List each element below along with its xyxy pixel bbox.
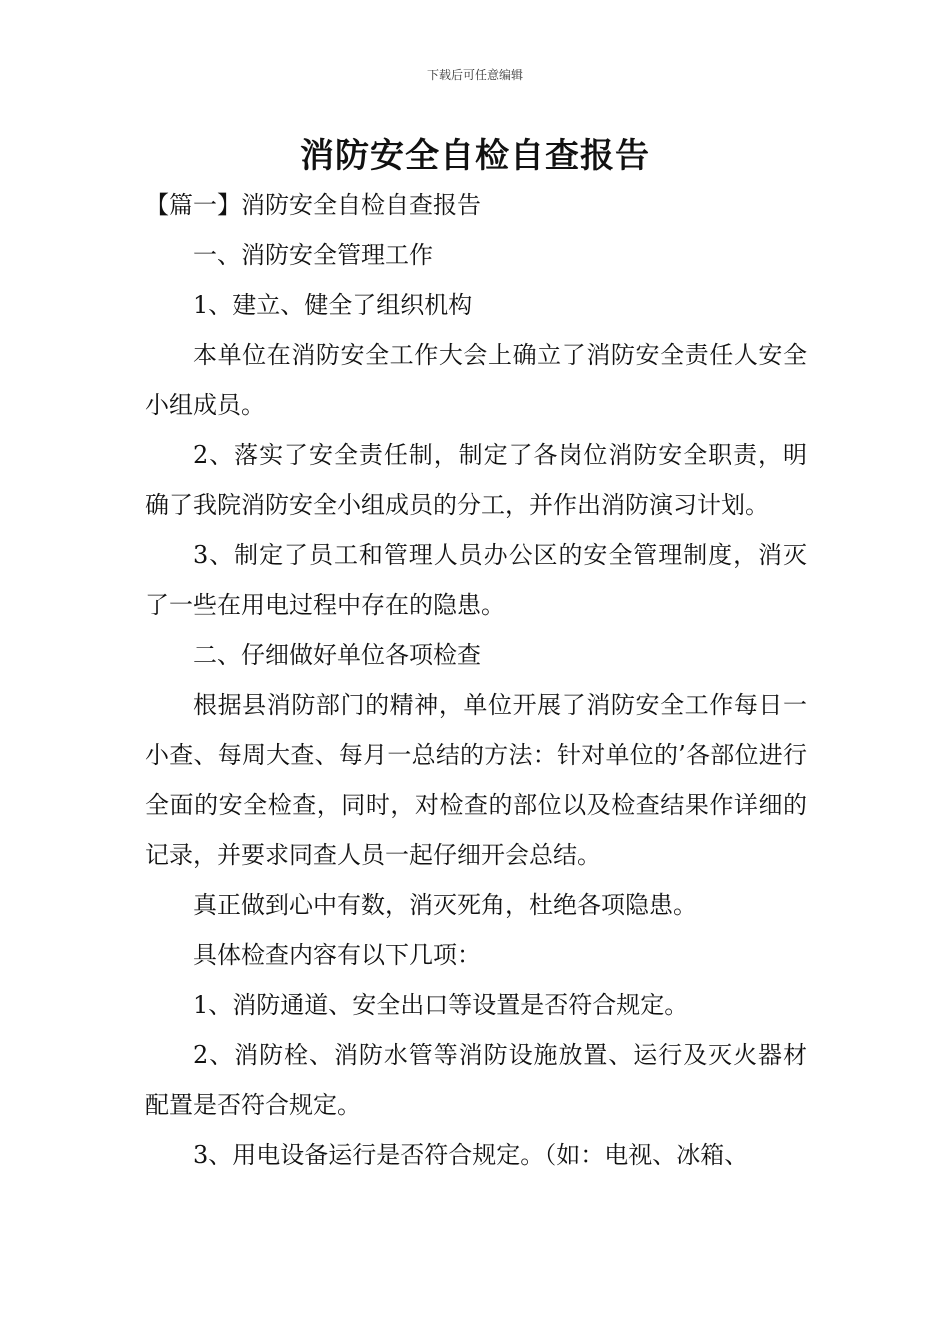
document-body xyxy=(145,180,807,1180)
document-title: 消防安全自检自查报告 xyxy=(300,136,650,176)
paragraph: 二、仔细做好单位各项检查 xyxy=(193,641,481,669)
paragraph: 2、消防栓、消防水管等消防设施放置、运行及灭火器材配置是否符合规定。 xyxy=(145,1041,807,1119)
paragraph: 一、消防安全管理工作 xyxy=(193,241,433,269)
paragraph: 3、用电设备运行是否符合规定。（如：电视、冰箱、 xyxy=(193,1141,749,1169)
header-note: 下载后可任意编辑 xyxy=(426,68,523,82)
paragraph: 本单位在消防安全工作大会上确立了消防安全责任人安全小组成员。 xyxy=(145,341,807,419)
paragraph: 1、消防通道、安全出口等设置是否符合规定。 xyxy=(193,991,689,1019)
paragraph: 根据县消防部门的精神，单位开展了消防安全工作每日一小查、每周大查、每月一总结的方法：针对单位的’各部位进行全面的安全检查，同时，对检查的部位以及检查结果作详细的记录，并要求同查人员一起仔细开会总结。 xyxy=(145,691,807,869)
paragraph: 【篇一】消防安全自检自查报告 xyxy=(145,191,481,219)
paragraph: 3、制定了员工和管理人员办公区的安全管理制度，消灭了一些在用电过程中存在的隐患。 xyxy=(145,541,807,619)
paragraph: 1、建立、健全了组织机构 xyxy=(193,291,473,319)
paragraph: 具体检查内容有以下几项： xyxy=(193,941,481,969)
paragraph: 2、落实了安全责任制，制定了各岗位消防安全职责，明确了我院消防安全小组成员的分工，并作出消防演习计划。 xyxy=(145,441,807,519)
paragraph: 真正做到心中有数，消灭死角，杜绝各项隐患。 xyxy=(193,891,697,919)
